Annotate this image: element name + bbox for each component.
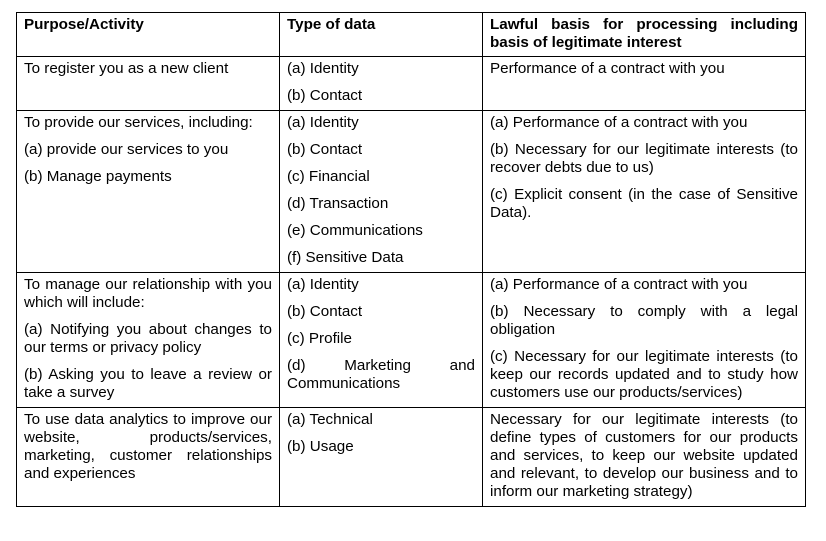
data-type-item: (e) Communications — [287, 222, 423, 239]
header-purpose: Purpose/Activity — [17, 13, 280, 57]
data-type-item: (a) Identity — [287, 114, 359, 131]
basis-cell — [483, 111, 806, 273]
purpose-cell — [17, 111, 280, 273]
data-type-item: (a) Identity — [287, 276, 359, 293]
table-row — [17, 273, 806, 408]
data-type-item: (d) Transaction — [287, 195, 389, 212]
purpose-text: (b) Manage payments — [24, 168, 172, 185]
purpose-text: (a) Notifying you about changes to our terms or privacy policy — [24, 321, 272, 356]
data-type-item: (a) Technical — [287, 411, 373, 428]
data-type-item: (b) Contact — [287, 303, 363, 320]
basis-text: (b) Necessary to comply with a legal obligation — [490, 303, 798, 338]
purpose-cell — [17, 273, 280, 408]
purpose-text: (b) Asking you to leave a review or take a survey — [24, 366, 272, 401]
basis-text: Performance of a contract with you — [490, 60, 725, 77]
purpose-text: To manage our relationship with you which will include: — [24, 276, 272, 311]
data-type-item: (b) Contact — [287, 87, 363, 104]
data-type-item: (b) Contact — [287, 141, 363, 158]
table-row — [17, 408, 806, 507]
document-page — [16, 12, 806, 507]
data-type-cell — [280, 57, 483, 111]
lawful-basis-table — [16, 12, 806, 507]
purpose-text: To register you as a new client — [24, 60, 229, 77]
purpose-text: (a) provide our services to you — [24, 141, 229, 158]
data-type-cell — [280, 111, 483, 273]
data-type-item: (f) Sensitive Data — [287, 249, 404, 266]
basis-text: (b) Necessary for our legitimate interests (to recover debts due to us) — [490, 141, 798, 176]
basis-text: (c) Explicit consent (in the case of Sensitive Data). — [490, 186, 798, 221]
basis-text: Necessary for our legitimate interests (to define types of customers for our products and services, to keep our website updated and relevant, to develop our business and to inform our marketing strategy) — [490, 411, 798, 500]
table-row — [17, 111, 806, 273]
data-type-item: (b) Usage — [287, 438, 354, 455]
data-type-item: (c) Profile — [287, 330, 352, 347]
header-lawful-basis: Lawful basis for processing including basis of legitimate interest — [483, 13, 806, 57]
header-type-of-data: Type of data — [280, 13, 483, 57]
table-header-row — [17, 13, 806, 57]
purpose-text: To provide our services, including: — [24, 114, 253, 131]
basis-cell — [483, 408, 806, 507]
data-type-item: (c) Financial — [287, 168, 370, 185]
basis-cell — [483, 57, 806, 111]
purpose-text: To use data analytics to improve our website, products/services, marketing, customer relationships and experiences — [24, 411, 272, 482]
purpose-cell — [17, 57, 280, 111]
purpose-cell — [17, 408, 280, 507]
table-row — [17, 57, 806, 111]
data-type-cell — [280, 408, 483, 507]
data-type-item: (d) Marketing and Communications — [287, 357, 475, 392]
basis-text: (a) Performance of a contract with you — [490, 276, 748, 293]
basis-text: (a) Performance of a contract with you — [490, 114, 748, 131]
basis-text: (c) Necessary for our legitimate interests (to keep our records updated and to study how customers use our products/services) — [490, 348, 798, 401]
data-type-cell — [280, 273, 483, 408]
basis-cell — [483, 273, 806, 408]
data-type-item: (a) Identity — [287, 60, 359, 77]
